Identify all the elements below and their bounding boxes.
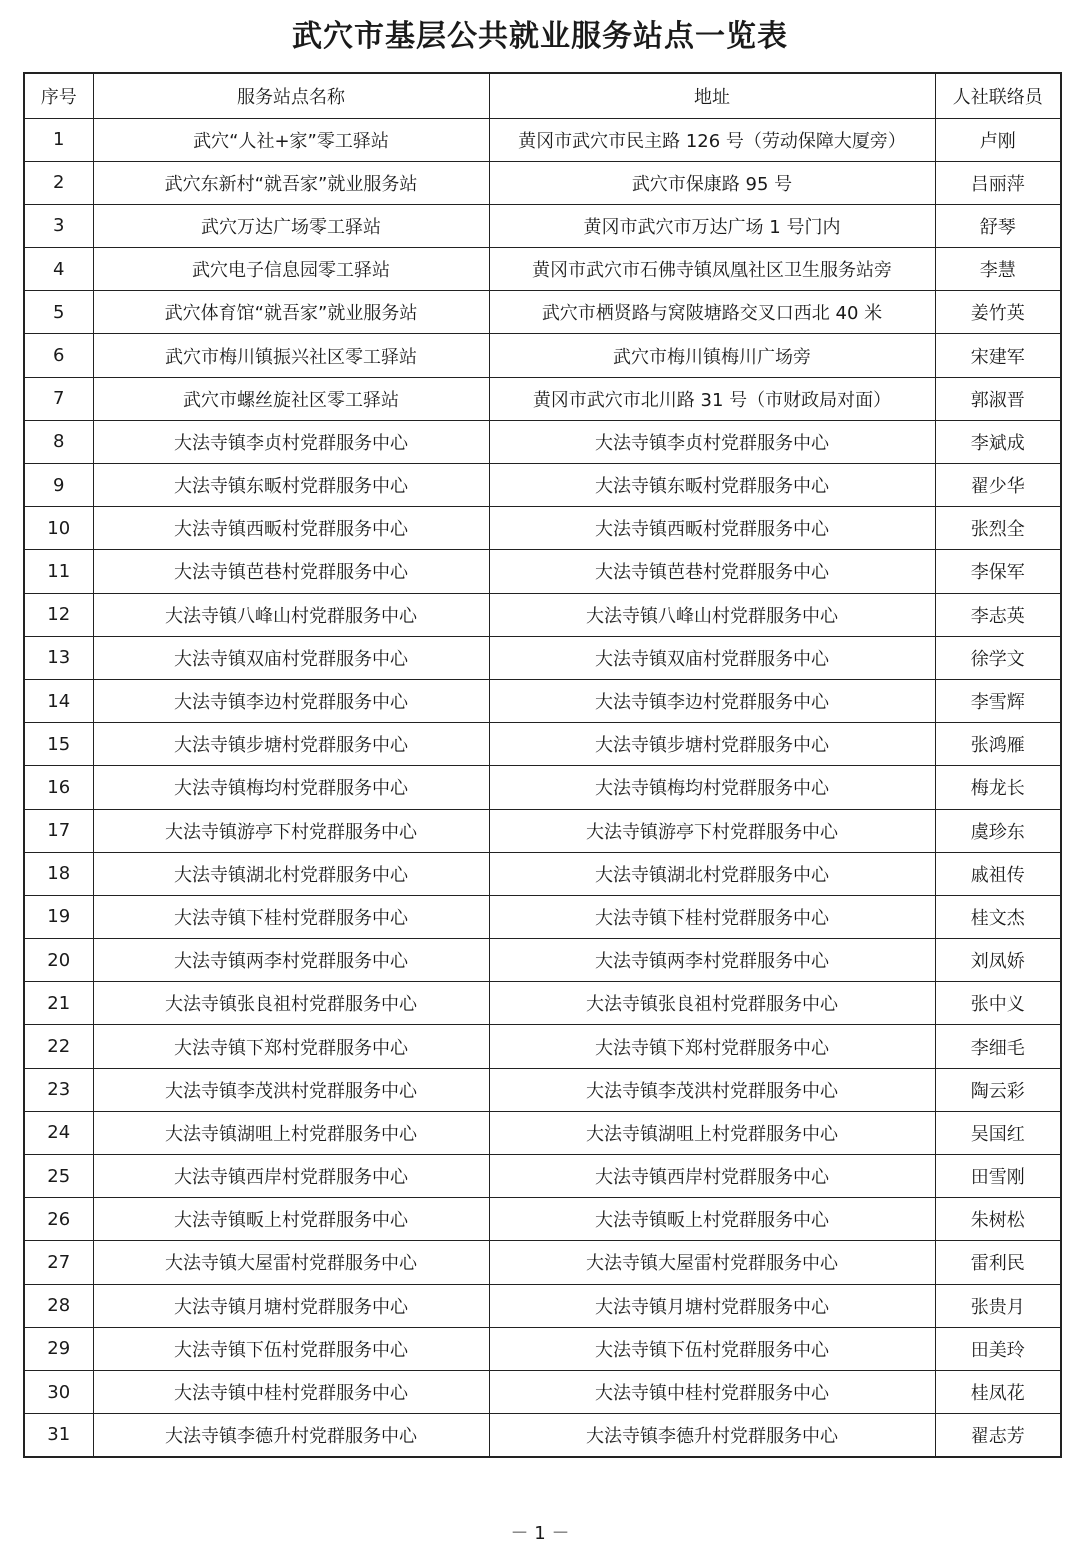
cell-serial-number: 12: [24, 593, 93, 636]
cell-address: 大法寺镇月塘村党群服务中心: [489, 1284, 935, 1327]
cell-serial-number: 7: [24, 377, 93, 420]
cell-serial-number: 16: [24, 766, 93, 809]
cell-station-name: 大法寺镇张良祖村党群服务中心: [93, 982, 489, 1025]
cell-liaison: 桂凤花: [935, 1370, 1061, 1413]
table-header: [24, 73, 1061, 118]
cell-station-name: 武穴万达广场零工驿站: [93, 204, 489, 247]
cell-address: 大法寺镇下桂村党群服务中心: [489, 895, 935, 938]
table-row: [24, 1241, 1061, 1284]
cell-address: 大法寺镇中桂村党群服务中心: [489, 1370, 935, 1413]
header-liaison: 人社联络员: [935, 73, 1061, 118]
page-number: － 1 －: [510, 1523, 570, 1544]
header-serial-number: 序号: [24, 73, 93, 118]
cell-station-name: 大法寺镇两李村党群服务中心: [93, 939, 489, 982]
cell-liaison: 姜竹英: [935, 291, 1061, 334]
table-row: [24, 1327, 1061, 1370]
table-row: [24, 291, 1061, 334]
cell-liaison: 李保军: [935, 550, 1061, 593]
cell-address: 武穴市保康路 95 号: [489, 161, 935, 204]
cell-address: 大法寺镇湖咀上村党群服务中心: [489, 1111, 935, 1154]
table-row: [24, 550, 1061, 593]
table-row: [24, 118, 1061, 161]
cell-station-name: 武穴市梅川镇振兴社区零工驿站: [93, 334, 489, 377]
cell-station-name: 大法寺镇西畈村党群服务中心: [93, 507, 489, 550]
table-row: [24, 334, 1061, 377]
cell-address: 大法寺镇下伍村党群服务中心: [489, 1327, 935, 1370]
table-row: [24, 248, 1061, 291]
cell-liaison: 翟少华: [935, 464, 1061, 507]
table-body: [24, 118, 1061, 1457]
cell-station-name: 大法寺镇大屋雷村党群服务中心: [93, 1241, 489, 1284]
table-row: [24, 464, 1061, 507]
cell-liaison: 吕丽萍: [935, 161, 1061, 204]
cell-serial-number: 22: [24, 1025, 93, 1068]
cell-address: 黄冈市武穴市万达广场 1 号门内: [489, 204, 935, 247]
cell-station-name: 武穴电子信息园零工驿站: [93, 248, 489, 291]
cell-liaison: 朱树松: [935, 1198, 1061, 1241]
table-row: [24, 161, 1061, 204]
cell-station-name: 大法寺镇湖北村党群服务中心: [93, 852, 489, 895]
table-row: [24, 1370, 1061, 1413]
table-row: [24, 679, 1061, 722]
cell-serial-number: 25: [24, 1155, 93, 1198]
cell-station-name: 大法寺镇西岸村党群服务中心: [93, 1155, 489, 1198]
cell-address: 大法寺镇畈上村党群服务中心: [489, 1198, 935, 1241]
cell-station-name: 武穴市螺丝旋社区零工驿站: [93, 377, 489, 420]
cell-address: 大法寺镇李德升村党群服务中心: [489, 1414, 935, 1457]
cell-serial-number: 1: [24, 118, 93, 161]
cell-liaison: 虞珍东: [935, 809, 1061, 852]
cell-station-name: 大法寺镇李德升村党群服务中心: [93, 1414, 489, 1457]
table-row: [24, 809, 1061, 852]
cell-liaison: 徐学文: [935, 636, 1061, 679]
cell-liaison: 李斌成: [935, 420, 1061, 463]
cell-serial-number: 4: [24, 248, 93, 291]
cell-liaison: 郭淑晋: [935, 377, 1061, 420]
cell-address: 大法寺镇步塘村党群服务中心: [489, 723, 935, 766]
cell-station-name: 大法寺镇东畈村党群服务中心: [93, 464, 489, 507]
cell-station-name: 大法寺镇芭巷村党群服务中心: [93, 550, 489, 593]
cell-serial-number: 6: [24, 334, 93, 377]
cell-station-name: 武穴东新村“就吾家”就业服务站: [93, 161, 489, 204]
cell-address: 黄冈市武穴市民主路 126 号（劳动保障大厦旁）: [489, 118, 935, 161]
table-row: [24, 1068, 1061, 1111]
cell-station-name: 大法寺镇李边村党群服务中心: [93, 679, 489, 722]
cell-liaison: 李雪辉: [935, 679, 1061, 722]
cell-serial-number: 14: [24, 679, 93, 722]
cell-address: 大法寺镇游亭下村党群服务中心: [489, 809, 935, 852]
cell-station-name: 大法寺镇月塘村党群服务中心: [93, 1284, 489, 1327]
cell-serial-number: 19: [24, 895, 93, 938]
cell-station-name: 大法寺镇游亭下村党群服务中心: [93, 809, 489, 852]
cell-serial-number: 8: [24, 420, 93, 463]
cell-station-name: 大法寺镇下郑村党群服务中心: [93, 1025, 489, 1068]
cell-serial-number: 29: [24, 1327, 93, 1370]
cell-address: 大法寺镇双庙村党群服务中心: [489, 636, 935, 679]
cell-liaison: 刘凤娇: [935, 939, 1061, 982]
table-row: [24, 939, 1061, 982]
cell-serial-number: 3: [24, 204, 93, 247]
cell-serial-number: 17: [24, 809, 93, 852]
cell-station-name: 大法寺镇李贞村党群服务中心: [93, 420, 489, 463]
cell-serial-number: 27: [24, 1241, 93, 1284]
cell-address: 大法寺镇西岸村党群服务中心: [489, 1155, 935, 1198]
cell-serial-number: 30: [24, 1370, 93, 1413]
cell-station-name: 武穴“人社+家”零工驿站: [93, 118, 489, 161]
cell-serial-number: 11: [24, 550, 93, 593]
cell-serial-number: 13: [24, 636, 93, 679]
cell-station-name: 大法寺镇八峰山村党群服务中心: [93, 593, 489, 636]
table-row: [24, 895, 1061, 938]
cell-station-name: 大法寺镇湖咀上村党群服务中心: [93, 1111, 489, 1154]
cell-serial-number: 20: [24, 939, 93, 982]
cell-serial-number: 2: [24, 161, 93, 204]
cell-serial-number: 28: [24, 1284, 93, 1327]
cell-serial-number: 23: [24, 1068, 93, 1111]
cell-serial-number: 18: [24, 852, 93, 895]
cell-liaison: 宋建军: [935, 334, 1061, 377]
page-title: 武穴市基层公共就业服务站点一览表: [292, 19, 788, 54]
table-row: [24, 1198, 1061, 1241]
cell-address: 大法寺镇李贞村党群服务中心: [489, 420, 935, 463]
cell-liaison: 李细毛: [935, 1025, 1061, 1068]
cell-station-name: 大法寺镇中桂村党群服务中心: [93, 1370, 489, 1413]
cell-liaison: 李慧: [935, 248, 1061, 291]
cell-address: 黄冈市武穴市北川路 31 号（市财政局对面）: [489, 377, 935, 420]
table-row: [24, 507, 1061, 550]
table-row: [24, 593, 1061, 636]
table-row: [24, 1025, 1061, 1068]
cell-address: 大法寺镇大屋雷村党群服务中心: [489, 1241, 935, 1284]
cell-liaison: 梅龙长: [935, 766, 1061, 809]
cell-station-name: 大法寺镇李茂洪村党群服务中心: [93, 1068, 489, 1111]
cell-liaison: 桂文杰: [935, 895, 1061, 938]
cell-liaison: 张贵月: [935, 1284, 1061, 1327]
cell-serial-number: 21: [24, 982, 93, 1025]
cell-address: 大法寺镇张良祖村党群服务中心: [489, 982, 935, 1025]
cell-liaison: 翟志芳: [935, 1414, 1061, 1457]
table-row: [24, 1414, 1061, 1457]
cell-serial-number: 5: [24, 291, 93, 334]
cell-liaison: 卢刚: [935, 118, 1061, 161]
table-row: [24, 204, 1061, 247]
cell-address: 大法寺镇东畈村党群服务中心: [489, 464, 935, 507]
cell-address: 大法寺镇八峰山村党群服务中心: [489, 593, 935, 636]
cell-address: 黄冈市武穴市石佛寺镇凤凰社区卫生服务站旁: [489, 248, 935, 291]
cell-address: 大法寺镇两李村党群服务中心: [489, 939, 935, 982]
header-station-name: 服务站点名称: [93, 73, 489, 118]
stations-table: [23, 72, 1062, 1458]
table-row: [24, 377, 1061, 420]
cell-serial-number: 24: [24, 1111, 93, 1154]
cell-address: 武穴市梅川镇梅川广场旁: [489, 334, 935, 377]
cell-liaison: 田雪刚: [935, 1155, 1061, 1198]
cell-serial-number: 26: [24, 1198, 93, 1241]
table-row: [24, 1284, 1061, 1327]
cell-address: 大法寺镇梅均村党群服务中心: [489, 766, 935, 809]
cell-station-name: 大法寺镇梅均村党群服务中心: [93, 766, 489, 809]
cell-liaison: 戚祖传: [935, 852, 1061, 895]
cell-station-name: 大法寺镇下桂村党群服务中心: [93, 895, 489, 938]
table-row: [24, 636, 1061, 679]
cell-serial-number: 10: [24, 507, 93, 550]
cell-serial-number: 15: [24, 723, 93, 766]
cell-address: 大法寺镇李茂洪村党群服务中心: [489, 1068, 935, 1111]
table-row: [24, 766, 1061, 809]
cell-liaison: 张鸿雁: [935, 723, 1061, 766]
table-row: [24, 852, 1061, 895]
table-row: [24, 1111, 1061, 1154]
cell-liaison: 张中义: [935, 982, 1061, 1025]
cell-liaison: 雷利民: [935, 1241, 1061, 1284]
header-address: 地址: [489, 73, 935, 118]
cell-serial-number: 9: [24, 464, 93, 507]
cell-station-name: 大法寺镇畈上村党群服务中心: [93, 1198, 489, 1241]
cell-liaison: 舒琴: [935, 204, 1061, 247]
cell-address: 大法寺镇李边村党群服务中心: [489, 679, 935, 722]
cell-station-name: 武穴体育馆“就吾家”就业服务站: [93, 291, 489, 334]
cell-address: 大法寺镇湖北村党群服务中心: [489, 852, 935, 895]
cell-address: 大法寺镇下郑村党群服务中心: [489, 1025, 935, 1068]
cell-address: 大法寺镇芭巷村党群服务中心: [489, 550, 935, 593]
cell-serial-number: 31: [24, 1414, 93, 1457]
cell-liaison: 吴国红: [935, 1111, 1061, 1154]
table-row: [24, 723, 1061, 766]
cell-liaison: 张烈全: [935, 507, 1061, 550]
table-row: [24, 420, 1061, 463]
cell-address: 武穴市栖贤路与窝陂塘路交叉口西北 40 米: [489, 291, 935, 334]
cell-address: 大法寺镇西畈村党群服务中心: [489, 507, 935, 550]
cell-station-name: 大法寺镇步塘村党群服务中心: [93, 723, 489, 766]
cell-station-name: 大法寺镇双庙村党群服务中心: [93, 636, 489, 679]
table-row: [24, 982, 1061, 1025]
table-row: [24, 1155, 1061, 1198]
cell-liaison: 田美玲: [935, 1327, 1061, 1370]
cell-liaison: 李志英: [935, 593, 1061, 636]
cell-liaison: 陶云彩: [935, 1068, 1061, 1111]
cell-station-name: 大法寺镇下伍村党群服务中心: [93, 1327, 489, 1370]
header-row: [24, 73, 1061, 118]
